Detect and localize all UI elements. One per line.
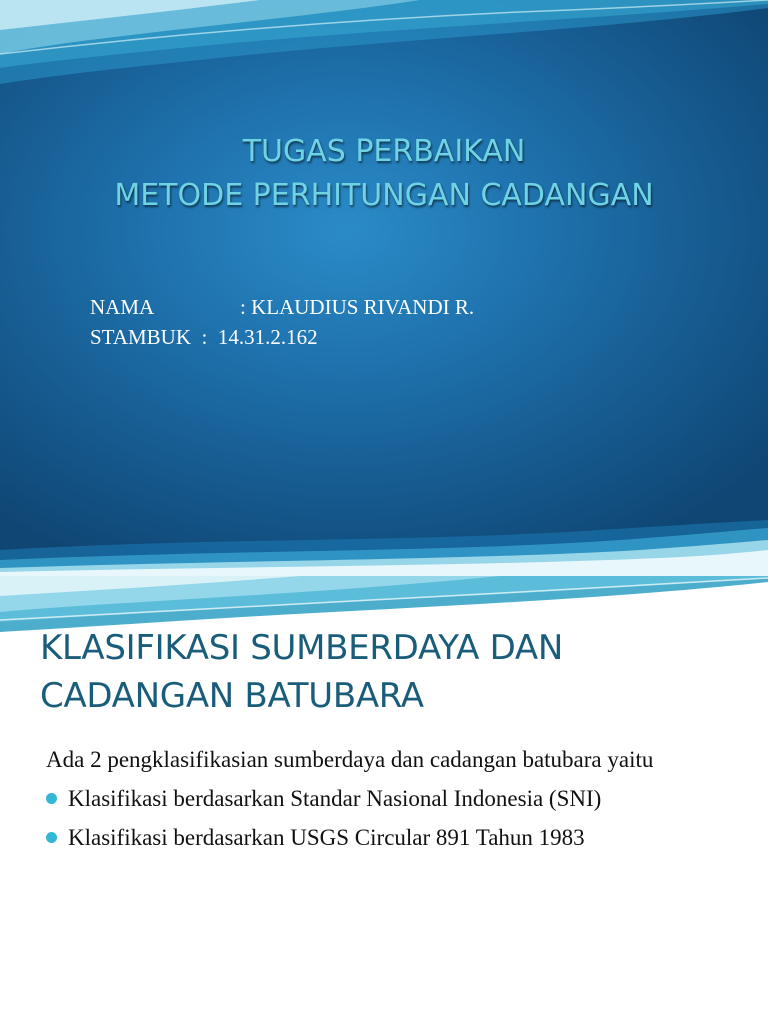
nama-label: NAMA bbox=[90, 295, 155, 319]
nama-row bbox=[90, 292, 474, 322]
content-slide bbox=[0, 576, 768, 1024]
nama-value: : KLAUDIUS RIVANDI R. bbox=[240, 295, 475, 319]
student-info bbox=[90, 292, 474, 352]
wave-decoration-bottom bbox=[0, 520, 768, 576]
slide-title-line-2: METODE PERHITUNGAN CADANGAN bbox=[114, 178, 654, 213]
slide-title bbox=[0, 130, 768, 218]
list-item-text: Klasifikasi berdasarkan USGS Circular 891 Tahun 1983 bbox=[68, 825, 585, 850]
slide-title-line-1: KLASIFIKASI SUMBERDAYA DAN bbox=[40, 628, 563, 668]
slide-body bbox=[46, 744, 746, 861]
slide-title-line-1: TUGAS PERBAIKAN bbox=[242, 134, 526, 169]
bullet-icon bbox=[46, 793, 57, 804]
bullet-icon bbox=[46, 832, 57, 843]
stambuk-row bbox=[90, 322, 474, 352]
stambuk-value: : 14.31.2.162 bbox=[201, 325, 318, 349]
wave-decoration-top bbox=[0, 0, 768, 90]
stambuk-label: STAMBUK bbox=[90, 325, 192, 349]
slide-title-line-2: CADANGAN BATUBARA bbox=[40, 676, 424, 716]
bullet-list bbox=[46, 783, 746, 853]
list-item-text: Klasifikasi berdasarkan Standar Nasional Indonesia (SNI) bbox=[68, 786, 602, 811]
slide-title bbox=[40, 624, 760, 720]
intro-text: Ada 2 pengklasifikasian sumberdaya dan cadangan batubara yaitu bbox=[46, 747, 654, 772]
list-item bbox=[46, 783, 746, 814]
list-item bbox=[46, 822, 746, 853]
